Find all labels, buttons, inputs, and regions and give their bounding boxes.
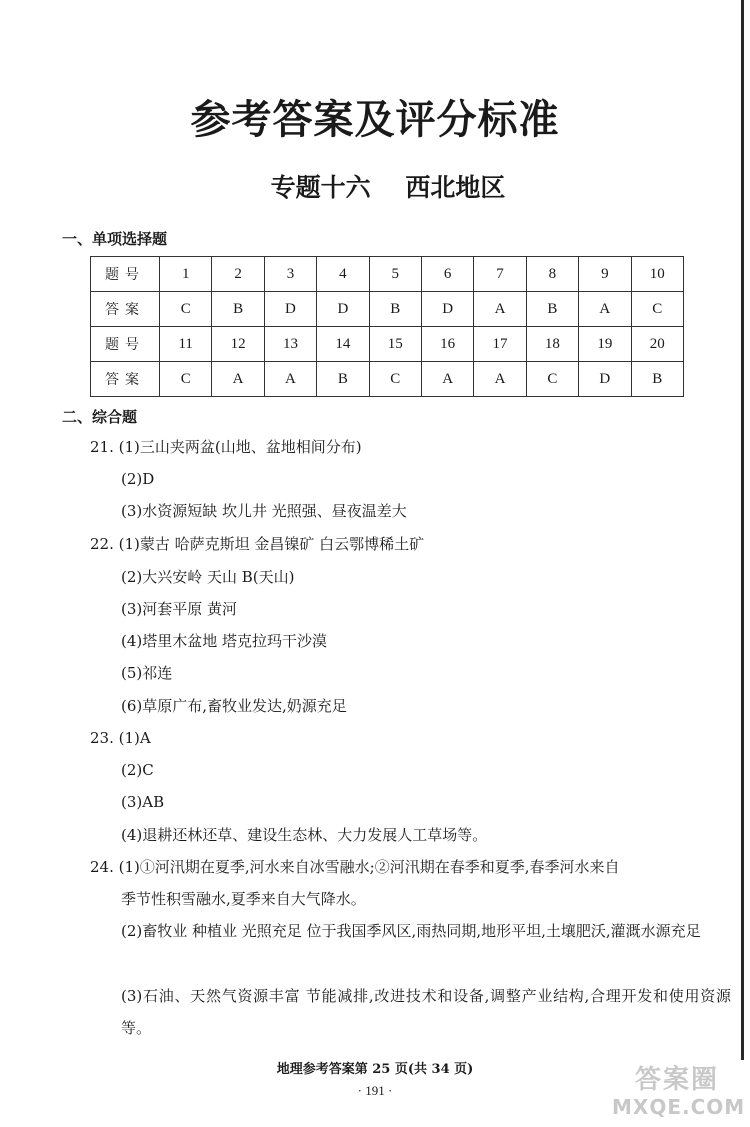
row-header: 答案 [91, 292, 160, 327]
table-cell: 1 [160, 257, 212, 292]
q23-part4: (4)退耕还林还草、建设生态林、大力发展人工草场等。 [121, 826, 488, 844]
q23-part2: (2)C [121, 761, 154, 779]
row-header: 答案 [91, 362, 160, 397]
table-cell: A [264, 362, 316, 397]
table-cell: 8 [526, 257, 578, 292]
table-cell: B [526, 292, 578, 327]
table-cell: C [526, 362, 578, 397]
table-cell: B [317, 362, 369, 397]
page-footer: 地理参考答案第 25 页(共 34 页) [276, 1062, 474, 1077]
row-header: 题号 [91, 327, 160, 362]
answer-table [90, 256, 684, 397]
table-cell: D [317, 292, 369, 327]
table-cell: 16 [421, 327, 473, 362]
table-cell: 9 [579, 257, 631, 292]
table-cell: A [579, 292, 631, 327]
table-cell: 3 [264, 257, 316, 292]
table-cell: 13 [264, 327, 316, 362]
watermark-logo [612, 1064, 746, 1124]
table-cell: 5 [369, 257, 421, 292]
table-cell: B [631, 362, 683, 397]
q21-part2: (2)D [121, 470, 155, 488]
answer-table-row [91, 327, 684, 362]
page-title: 参考答案及评分标准 [190, 96, 560, 143]
q21-part3: (3)水资源短缺 坎儿井 光照强、昼夜温差大 [121, 502, 407, 520]
table-cell: 14 [317, 327, 369, 362]
table-cell: 2 [212, 257, 264, 292]
table-cell: C [369, 362, 421, 397]
table-cell: A [421, 362, 473, 397]
table-cell: 6 [421, 257, 473, 292]
table-cell: B [369, 292, 421, 327]
q23-part3: (3)AB [121, 793, 165, 811]
table-cell: 19 [579, 327, 631, 362]
q22-part1: 22. (1)蒙古 哈萨克斯坦 金昌镍矿 白云鄂博稀土矿 [90, 535, 425, 553]
table-cell: 17 [474, 327, 526, 362]
q24-part1: 24. (1)①河汛期在夏季,河水来自冰雪融水;②河汛期在春季和夏季,春季河水来自 [90, 858, 620, 876]
q21-part1: 21. (1)三山夹两盆(山地、盆地相间分布) [90, 438, 362, 456]
page-number: · 191 · [357, 1083, 393, 1098]
watermark-cn: 答案圈 [634, 1065, 719, 1095]
table-cell: 15 [369, 327, 421, 362]
q22-part2: (2)大兴安岭 天山 B(天山) [121, 568, 295, 586]
table-cell: D [421, 292, 473, 327]
page-subtitle: 专题十六 西北地区 [270, 173, 506, 202]
section-heading-choice: 一、单项选择题 [62, 230, 168, 248]
table-cell: B [212, 292, 264, 327]
table-cell: D [579, 362, 631, 397]
table-cell: 20 [631, 327, 683, 362]
table-cell: D [264, 292, 316, 327]
table-cell: 4 [317, 257, 369, 292]
q22-part3: (3)河套平原 黄河 [121, 600, 238, 618]
q23-part1: 23. (1)A [90, 729, 151, 747]
table-cell: C [160, 292, 212, 327]
table-cell: 12 [212, 327, 264, 362]
q24-part1-cont: 季节性积雪融水,夏季来自大气降水。 [121, 890, 366, 908]
q22-part5: (5)祁连 [121, 664, 173, 682]
table-cell: 10 [631, 257, 683, 292]
q22-part6: (6)草原广布,畜牧业发达,奶源充足 [121, 697, 347, 715]
table-cell: 7 [474, 257, 526, 292]
row-header: 题号 [91, 257, 160, 292]
page-edge-line [741, 0, 744, 1060]
table-cell: C [631, 292, 683, 327]
table-cell: A [474, 292, 526, 327]
table-cell: 11 [160, 327, 212, 362]
answer-table-row [91, 257, 684, 292]
watermark-url: MXQE.COM [612, 1095, 746, 1119]
q24-part2: (2)畜牧业 种植业 光照充足 位于我国季风区,雨热同期,地形平坦,土壤肥沃,灌溉水源充足 [121, 922, 701, 940]
table-cell: A [212, 362, 264, 397]
q22-part4: (4)塔里木盆地 塔克拉玛干沙漠 [121, 632, 328, 650]
table-cell: A [474, 362, 526, 397]
answer-table-row [91, 362, 684, 397]
table-cell: 18 [526, 327, 578, 362]
q24-part3: (3)石油、天然气资源丰富 节能减排,改进技术和设备,调整产业结构,合理开发和使用资源等。 [121, 987, 731, 1037]
section-heading-comprehensive: 二、综合题 [62, 408, 138, 426]
answer-table-row [91, 292, 684, 327]
table-cell: C [160, 362, 212, 397]
